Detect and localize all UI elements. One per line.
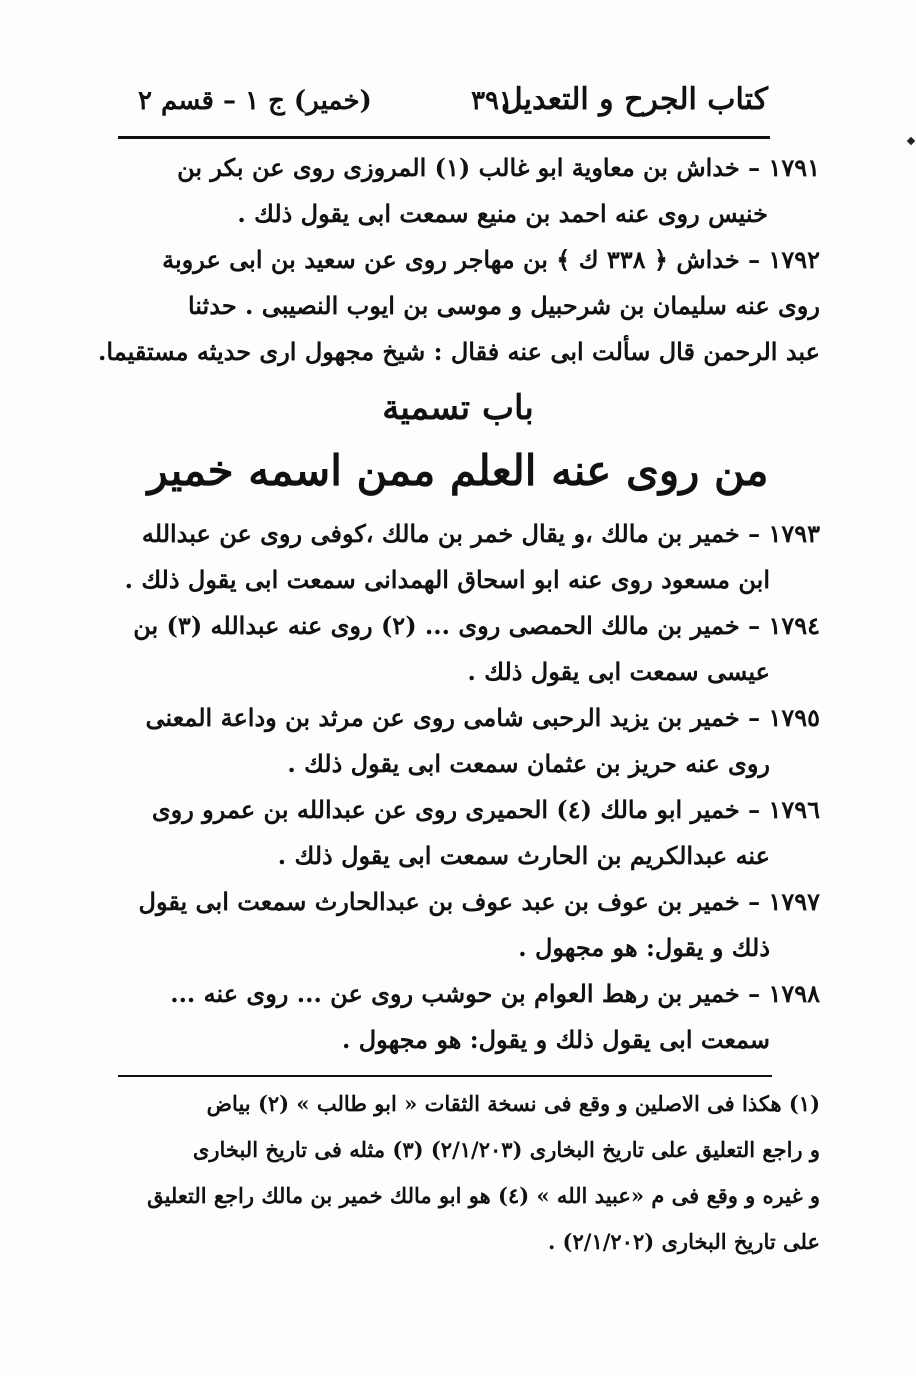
entry-1796-line2: عنه عبدالكريم بن الحارث سمعت ابى يقول ذلك . (277, 841, 770, 870)
footnote-rule (118, 1075, 772, 1077)
header-rule (118, 136, 770, 139)
chapter-heading-line1: باب تسمية (382, 388, 534, 428)
entry-1797-line1: ١٧٩٧ – خمير بن عوف بن عبد عوف بن عبدالحارث سمعت ابى يقول (138, 887, 820, 916)
entry-1792-line2: روى عنه سليمان بن شرحبيل و موسى بن ايوب النصيبى . حدثنا (187, 291, 820, 320)
page-number: ٣٩١ (471, 86, 513, 116)
entry-1795-line2: روى عنه حريز بن عثمان سمعت ابى يقول ذلك . (287, 749, 770, 778)
entry-1791-line1: ١٧٩١ – خداش بن معاوية ابو غالب (١) المروزى روى عن بكر بن (177, 153, 820, 182)
entry-1791-line2: خنيس روى عنه احمد بن منيع سمعت ابى يقول ذلك . (237, 199, 768, 228)
entry-1798-line2: سمعت ابى يقول ذلك و يقول: هو مجهول . (342, 1025, 770, 1054)
chapter-heading-line2: من روى عنه العلم ممن اسمه خمير (147, 446, 769, 495)
entry-1796-line1: ١٧٩٦ – خمير ابو مالك (٤) الحميرى روى عن عبدالله بن عمرو روى (151, 795, 820, 824)
section-label: (خمير) ج ١ – قسم ٢ (138, 86, 372, 116)
book-title: كتاب الجرح و التعديل (500, 82, 768, 117)
entry-1793-line1: ١٧٩٣ – خمير بن مالك ،و يقال خمر بن مالك ،كوفى روى عن عبدالله (141, 519, 820, 548)
footnote-line1: (١) هكذا فى الاصلين و وقع فى نسخة الثقات « ابو طالب » (٢) بياض (206, 1091, 820, 1116)
entry-1795-line1: ١٧٩٥ – خمير بن يزيد الرحبى شامى روى عن مرثد بن وداعة المعنى (145, 703, 820, 732)
entry-1797-line2: ذلك و يقول: هو مجهول . (518, 933, 770, 962)
entry-1794-line1: ١٧٩٤ – خمير بن مالك الحمصى روى ... (٢) روى عنه عبدالله (٣) بن (133, 611, 820, 640)
entry-1793-line2: ابن مسعود روى عنه ابو اسحاق الهمدانى سمعت ابى يقول ذلك . (124, 565, 770, 594)
entry-1792-line3: عبد الرحمن قال سألت ابى عنه فقال : شيخ مجهول ارى حديثه مستقيما. (98, 337, 820, 366)
page-header (118, 78, 768, 128)
entry-1794-line2: عيسى سمعت ابى يقول ذلك . (467, 657, 770, 686)
footnote-line4: على تاريخ البخارى (٢/١/٢٠٢) . (547, 1229, 820, 1254)
entry-1798-line1: ١٧٩٨ – خمير بن رهط العوام بن حوشب روى عن ... روى عنه ... (170, 979, 820, 1008)
footnote-line2: و راجع التعليق على تاريخ البخارى (٢/١/٢٠٣) (٣) مثله فى تاريخ البخارى (192, 1137, 820, 1162)
entry-1792-line1: ١٧٩٢ – خداش ﴿ ٣٣٨ ك ﴾ بن مهاجر روى عن سعيد بن ابى عروبة (162, 245, 820, 274)
footnote-line3: و غيره و وقع فى م «عبيد الله » (٤) هو ابو مالك خمير بن مالك راجع التعليق (147, 1183, 820, 1208)
margin-mark (907, 137, 915, 145)
